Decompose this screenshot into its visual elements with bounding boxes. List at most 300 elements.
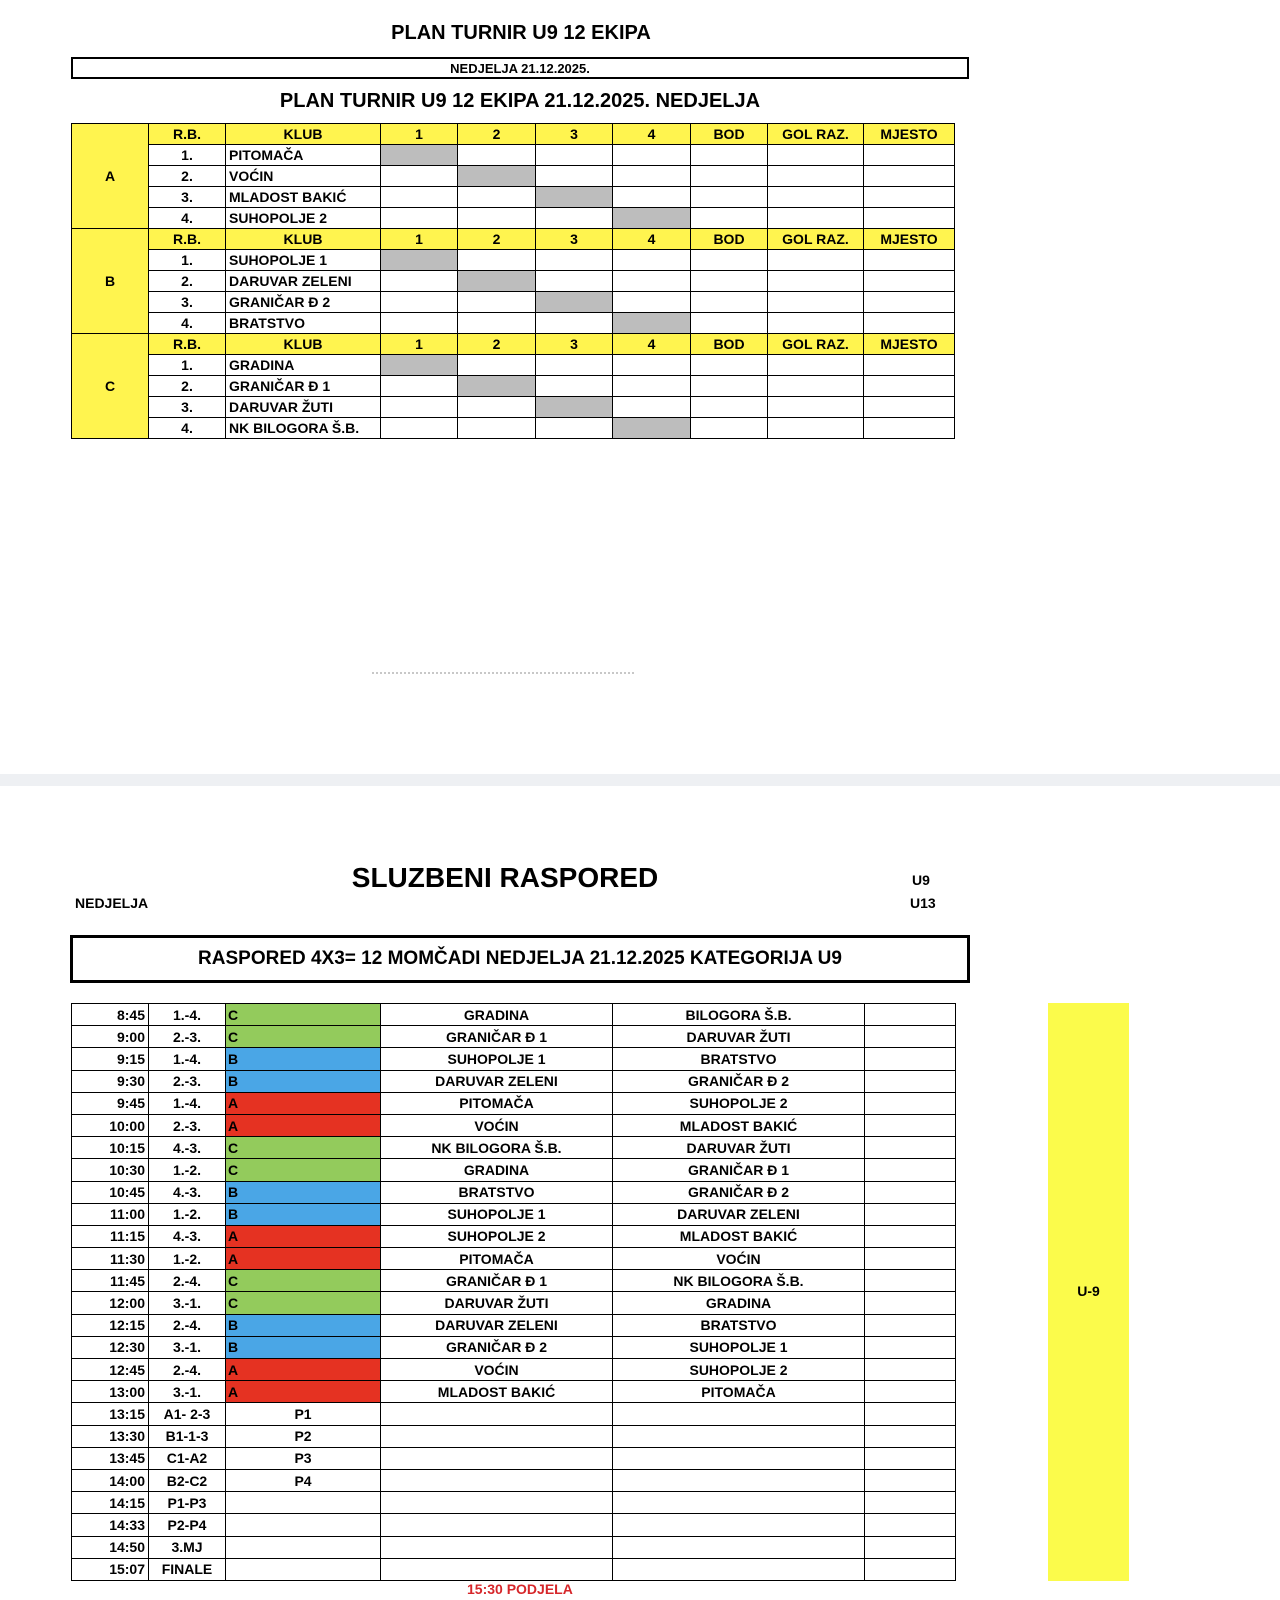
home-team-cell — [381, 1447, 613, 1469]
time-cell: 10:30 — [72, 1159, 149, 1181]
pairing-cell: 1.-4. — [149, 1092, 226, 1114]
group-cell: B — [226, 1070, 381, 1092]
result-cell — [865, 1336, 956, 1358]
home-team-cell: SUHOPOLJE 1 — [381, 1203, 613, 1225]
header-cell: 4 — [613, 124, 691, 145]
home-team-cell — [381, 1514, 613, 1536]
away-team-cell — [613, 1514, 865, 1536]
home-team-cell: DARUVAR ZELENI — [381, 1314, 613, 1336]
stat-cell — [864, 271, 955, 292]
result-cell — [536, 376, 613, 397]
result-cell — [536, 271, 613, 292]
header-cell: KLUB — [226, 124, 381, 145]
away-team-cell: NK BILOGORA Š.B. — [613, 1270, 865, 1292]
pairing-cell: 1.-2. — [149, 1159, 226, 1181]
schedule-title: SLUZBENI RASPORED — [351, 862, 659, 893]
result-cell — [865, 1425, 956, 1447]
group-cell — [226, 1558, 381, 1580]
schedule-row — [72, 1248, 956, 1270]
result-cell — [865, 1225, 956, 1247]
home-team-cell: DARUVAR ŽUTI — [381, 1292, 613, 1314]
schedule-row — [72, 1048, 956, 1070]
header-cell: BOD — [691, 229, 768, 250]
rb-cell: 2. — [149, 271, 226, 292]
self-match-cell — [458, 376, 536, 397]
header-cell: GOL RAZ. — [768, 124, 864, 145]
stat-cell — [864, 187, 955, 208]
stat-cell — [691, 271, 768, 292]
stat-cell — [768, 292, 864, 313]
time-cell: 9:45 — [72, 1092, 149, 1114]
header-cell: 3 — [536, 124, 613, 145]
time-cell: 11:30 — [72, 1248, 149, 1270]
pairing-cell: B2-C2 — [149, 1469, 226, 1491]
group-cell: B — [226, 1048, 381, 1070]
header-cell: 2 — [458, 124, 536, 145]
home-team-cell: VOĆIN — [381, 1359, 613, 1381]
home-team-cell: SUHOPOLJE 1 — [381, 1048, 613, 1070]
stat-cell — [691, 187, 768, 208]
rb-cell: 1. — [149, 355, 226, 376]
header-cell: MJESTO — [864, 124, 955, 145]
header-cell: 3 — [536, 229, 613, 250]
result-cell — [865, 1359, 956, 1381]
result-cell — [613, 187, 691, 208]
header-cell: 2 — [458, 334, 536, 355]
group-cell: C — [226, 1026, 381, 1048]
pairing-cell: 2.-3. — [149, 1070, 226, 1092]
stat-cell — [768, 271, 864, 292]
away-team-cell: MLADOST BAKIĆ — [613, 1114, 865, 1136]
time-cell: 9:00 — [72, 1026, 149, 1048]
group-cell — [226, 1514, 381, 1536]
away-team-cell: DARUVAR ŽUTI — [613, 1137, 865, 1159]
playoff-label-cell: P4 — [226, 1469, 381, 1491]
result-cell — [865, 1137, 956, 1159]
header-cell: 1 — [381, 229, 458, 250]
club-cell: VOĆIN — [226, 166, 381, 187]
home-team-cell: PITOMAČA — [381, 1248, 613, 1270]
stat-cell — [864, 292, 955, 313]
group-label: B — [72, 229, 149, 334]
schedule-row — [72, 1270, 956, 1292]
time-cell: 11:15 — [72, 1225, 149, 1247]
group-cell: C — [226, 1137, 381, 1159]
group-team-row — [72, 208, 955, 229]
stat-cell — [768, 166, 864, 187]
pairing-cell: 2.-4. — [149, 1359, 226, 1381]
result-cell — [613, 145, 691, 166]
home-team-cell: GRANIČAR Đ 1 — [381, 1026, 613, 1048]
pairing-cell: 1.-2. — [149, 1248, 226, 1270]
playoff-label-cell: P2 — [226, 1425, 381, 1447]
rb-cell: 3. — [149, 292, 226, 313]
home-team-cell: NK BILOGORA Š.B. — [381, 1137, 613, 1159]
time-cell: 12:15 — [72, 1314, 149, 1336]
result-cell — [613, 166, 691, 187]
pairing-cell: FINALE — [149, 1558, 226, 1580]
result-cell — [613, 376, 691, 397]
stat-cell — [768, 145, 864, 166]
pairing-cell: 1.-4. — [149, 1004, 226, 1026]
header-cell: R.B. — [149, 334, 226, 355]
stat-cell — [864, 145, 955, 166]
stat-cell — [691, 397, 768, 418]
schedule-row — [72, 1381, 956, 1403]
home-team-cell — [381, 1469, 613, 1491]
result-cell — [536, 145, 613, 166]
away-team-cell: SUHOPOLJE 1 — [613, 1336, 865, 1358]
away-team-cell: DARUVAR ZELENI — [613, 1203, 865, 1225]
club-cell: PITOMAČA — [226, 145, 381, 166]
result-cell — [458, 313, 536, 334]
club-cell: DARUVAR ZELENI — [226, 271, 381, 292]
stat-cell — [691, 166, 768, 187]
pairing-cell: 2.-3. — [149, 1114, 226, 1136]
header-cell: KLUB — [226, 229, 381, 250]
plan-title: PLAN TURNIR U9 12 EKIPA — [391, 22, 651, 44]
group-label: C — [72, 334, 149, 439]
schedule-row — [72, 1225, 956, 1247]
away-team-cell: GRANIČAR Đ 2 — [613, 1070, 865, 1092]
time-cell: 11:00 — [72, 1203, 149, 1225]
group-cell: A — [226, 1248, 381, 1270]
self-match-cell — [613, 208, 691, 229]
time-cell: 14:33 — [72, 1514, 149, 1536]
page-separator — [0, 774, 1280, 786]
pairing-cell: P2-P4 — [149, 1514, 226, 1536]
self-match-cell — [458, 271, 536, 292]
stat-cell — [768, 397, 864, 418]
group-header-row — [72, 229, 955, 250]
time-cell: 14:50 — [72, 1536, 149, 1558]
club-cell: GRADINA — [226, 355, 381, 376]
result-cell — [865, 1514, 956, 1536]
result-cell — [381, 187, 458, 208]
group-cell: C — [226, 1159, 381, 1181]
result-cell — [536, 208, 613, 229]
time-cell: 10:15 — [72, 1137, 149, 1159]
schedule-row — [72, 1492, 956, 1514]
rb-cell: 3. — [149, 187, 226, 208]
rb-cell: 3. — [149, 397, 226, 418]
result-cell — [613, 250, 691, 271]
result-cell — [458, 208, 536, 229]
result-cell — [381, 292, 458, 313]
club-cell: SUHOPOLJE 2 — [226, 208, 381, 229]
result-cell — [536, 418, 613, 439]
pairing-cell: 3.-1. — [149, 1336, 226, 1358]
schedule-box-title: RASPORED 4X3= 12 MOMČADI NEDJELJA 21.12.2025 KATEGORIJA U9 — [70, 935, 970, 983]
stat-cell — [864, 250, 955, 271]
time-cell: 14:00 — [72, 1469, 149, 1491]
away-team-cell — [613, 1425, 865, 1447]
playoff-label-cell: P1 — [226, 1403, 381, 1425]
stat-cell — [691, 313, 768, 334]
result-cell — [865, 1447, 956, 1469]
away-team-cell: BRATSTVO — [613, 1048, 865, 1070]
schedule-row — [72, 1092, 956, 1114]
result-cell — [381, 397, 458, 418]
schedule-day: NEDJELJA — [75, 895, 149, 911]
away-team-cell: BRATSTVO — [613, 1314, 865, 1336]
home-team-cell — [381, 1425, 613, 1447]
category-u13: U13 — [910, 895, 936, 911]
group-cell: A — [226, 1114, 381, 1136]
stat-cell — [864, 208, 955, 229]
header-cell: GOL RAZ. — [768, 229, 864, 250]
group-cell: B — [226, 1203, 381, 1225]
home-team-cell: GRADINA — [381, 1004, 613, 1026]
pairing-cell: P1-P3 — [149, 1492, 226, 1514]
group-team-row — [72, 271, 955, 292]
self-match-cell — [381, 250, 458, 271]
stat-cell — [864, 397, 955, 418]
result-cell — [865, 1181, 956, 1203]
time-cell: 10:45 — [72, 1181, 149, 1203]
time-cell: 12:30 — [72, 1336, 149, 1358]
group-cell — [226, 1536, 381, 1558]
self-match-cell — [458, 166, 536, 187]
result-cell — [865, 1070, 956, 1092]
rb-cell: 4. — [149, 418, 226, 439]
result-cell — [381, 313, 458, 334]
header-cell: GOL RAZ. — [768, 334, 864, 355]
pairing-cell: 1.-4. — [149, 1048, 226, 1070]
plan-subtitle: PLAN TURNIR U9 12 EKIPA 21.12.2025. NEDJELJA — [279, 90, 761, 112]
pairing-cell: 2.-3. — [149, 1026, 226, 1048]
stat-cell — [768, 313, 864, 334]
schedule-row — [72, 1181, 956, 1203]
home-team-cell: SUHOPOLJE 2 — [381, 1225, 613, 1247]
schedule-row — [72, 1403, 956, 1425]
header-cell: KLUB — [226, 334, 381, 355]
group-cell: C — [226, 1004, 381, 1026]
group-cell: A — [226, 1381, 381, 1403]
u9-side-label: U-9 — [1077, 1283, 1100, 1299]
club-cell: MLADOST BAKIĆ — [226, 187, 381, 208]
group-cell: B — [226, 1314, 381, 1336]
stat-cell — [691, 292, 768, 313]
stat-cell — [864, 313, 955, 334]
pairing-cell: 2.-4. — [149, 1314, 226, 1336]
away-team-cell — [613, 1492, 865, 1514]
header-cell: MJESTO — [864, 229, 955, 250]
away-team-cell — [613, 1447, 865, 1469]
rb-cell: 1. — [149, 250, 226, 271]
header-cell: 4 — [613, 334, 691, 355]
result-cell — [381, 376, 458, 397]
time-cell: 14:15 — [72, 1492, 149, 1514]
result-cell — [613, 355, 691, 376]
pairing-cell: 1.-2. — [149, 1203, 226, 1225]
result-cell — [536, 355, 613, 376]
result-cell — [458, 397, 536, 418]
result-cell — [865, 1469, 956, 1491]
result-cell — [458, 355, 536, 376]
home-team-cell: GRANIČAR Đ 2 — [381, 1336, 613, 1358]
podjela-note: 15:30 PODJELA — [467, 1581, 573, 1597]
schedule-row — [72, 1292, 956, 1314]
rb-cell: 1. — [149, 145, 226, 166]
groups-table — [71, 123, 955, 439]
rb-cell: 4. — [149, 313, 226, 334]
result-cell — [865, 1092, 956, 1114]
result-cell — [536, 166, 613, 187]
pairing-cell: C1-A2 — [149, 1447, 226, 1469]
group-team-row — [72, 376, 955, 397]
result-cell — [865, 1203, 956, 1225]
header-cell: 4 — [613, 229, 691, 250]
result-cell — [458, 145, 536, 166]
time-cell: 9:30 — [72, 1070, 149, 1092]
date-line: NEDJELJA 21.12.2025. — [71, 57, 969, 79]
stat-cell — [691, 208, 768, 229]
result-cell — [458, 418, 536, 439]
group-header-row — [72, 124, 955, 145]
stat-cell — [691, 376, 768, 397]
stat-cell — [768, 376, 864, 397]
home-team-cell: PITOMAČA — [381, 1092, 613, 1114]
away-team-cell — [613, 1558, 865, 1580]
schedule-row — [72, 1425, 956, 1447]
home-team-cell — [381, 1558, 613, 1580]
pairing-cell: 2.-4. — [149, 1270, 226, 1292]
away-team-cell — [613, 1536, 865, 1558]
result-cell — [865, 1048, 956, 1070]
pairing-cell: 4.-3. — [149, 1137, 226, 1159]
away-team-cell: PITOMAČA — [613, 1381, 865, 1403]
self-match-cell — [536, 397, 613, 418]
category-u9: U9 — [912, 872, 930, 888]
home-team-cell: GRADINA — [381, 1159, 613, 1181]
club-cell: GRANIČAR Đ 1 — [226, 376, 381, 397]
result-cell — [458, 250, 536, 271]
result-cell — [865, 1248, 956, 1270]
self-match-cell — [536, 187, 613, 208]
stat-cell — [768, 418, 864, 439]
pairing-cell: B1-1-3 — [149, 1425, 226, 1447]
header-cell: MJESTO — [864, 334, 955, 355]
result-cell — [381, 166, 458, 187]
schedule-row — [72, 1514, 956, 1536]
schedule-row — [72, 1469, 956, 1491]
away-team-cell: GRADINA — [613, 1292, 865, 1314]
away-team-cell: SUHOPOLJE 2 — [613, 1092, 865, 1114]
result-cell — [865, 1026, 956, 1048]
home-team-cell: BRATSTVO — [381, 1181, 613, 1203]
away-team-cell: VOĆIN — [613, 1248, 865, 1270]
time-cell: 13:00 — [72, 1381, 149, 1403]
away-team-cell — [613, 1403, 865, 1425]
away-team-cell: GRANIČAR Đ 1 — [613, 1159, 865, 1181]
self-match-cell — [536, 292, 613, 313]
header-cell: 3 — [536, 334, 613, 355]
stat-cell — [768, 187, 864, 208]
result-cell — [458, 292, 536, 313]
result-cell — [865, 1403, 956, 1425]
home-team-cell — [381, 1536, 613, 1558]
result-cell — [865, 1536, 956, 1558]
stat-cell — [691, 355, 768, 376]
group-cell: A — [226, 1225, 381, 1247]
group-cell — [226, 1492, 381, 1514]
group-team-row — [72, 292, 955, 313]
self-match-cell — [381, 145, 458, 166]
header-cell: BOD — [691, 334, 768, 355]
rb-cell: 4. — [149, 208, 226, 229]
rb-cell: 2. — [149, 376, 226, 397]
group-team-row — [72, 187, 955, 208]
self-match-cell — [381, 355, 458, 376]
home-team-cell: GRANIČAR Đ 1 — [381, 1270, 613, 1292]
header-cell: R.B. — [149, 124, 226, 145]
pairing-cell: 4.-3. — [149, 1181, 226, 1203]
schedule-row — [72, 1558, 956, 1580]
time-cell: 13:45 — [72, 1447, 149, 1469]
result-cell — [536, 313, 613, 334]
result-cell — [865, 1114, 956, 1136]
time-cell: 13:15 — [72, 1403, 149, 1425]
time-cell: 10:00 — [72, 1114, 149, 1136]
home-team-cell — [381, 1492, 613, 1514]
group-cell: C — [226, 1270, 381, 1292]
club-cell: DARUVAR ŽUTI — [226, 397, 381, 418]
group-team-row — [72, 418, 955, 439]
club-cell: BRATSTVO — [226, 313, 381, 334]
time-cell: 12:45 — [72, 1359, 149, 1381]
away-team-cell — [613, 1469, 865, 1491]
stat-cell — [768, 208, 864, 229]
result-cell — [381, 208, 458, 229]
schedule-row — [72, 1447, 956, 1469]
faint-divider — [372, 672, 634, 678]
rb-cell: 2. — [149, 166, 226, 187]
group-team-row — [72, 250, 955, 271]
group-cell: C — [226, 1292, 381, 1314]
home-team-cell: VOĆIN — [381, 1114, 613, 1136]
group-cell: B — [226, 1336, 381, 1358]
schedule-row — [72, 1026, 956, 1048]
result-cell — [613, 271, 691, 292]
away-team-cell: BILOGORA Š.B. — [613, 1004, 865, 1026]
group-header-row — [72, 334, 955, 355]
schedule-row — [72, 1159, 956, 1181]
stat-cell — [691, 250, 768, 271]
result-cell — [865, 1492, 956, 1514]
header-cell: 1 — [381, 124, 458, 145]
result-cell — [865, 1270, 956, 1292]
result-cell — [613, 397, 691, 418]
club-cell: NK BILOGORA Š.B. — [226, 418, 381, 439]
pairing-cell: A1- 2-3 — [149, 1403, 226, 1425]
schedule-row — [72, 1536, 956, 1558]
result-cell — [458, 187, 536, 208]
pairing-cell: 3.-1. — [149, 1292, 226, 1314]
result-cell — [865, 1159, 956, 1181]
result-cell — [865, 1314, 956, 1336]
result-cell — [865, 1292, 956, 1314]
stat-cell — [864, 376, 955, 397]
schedule-row — [72, 1359, 956, 1381]
stat-cell — [864, 418, 955, 439]
result-cell — [865, 1558, 956, 1580]
stat-cell — [691, 418, 768, 439]
result-cell — [613, 292, 691, 313]
away-team-cell: GRANIČAR Đ 2 — [613, 1181, 865, 1203]
self-match-cell — [613, 313, 691, 334]
header-cell: BOD — [691, 124, 768, 145]
